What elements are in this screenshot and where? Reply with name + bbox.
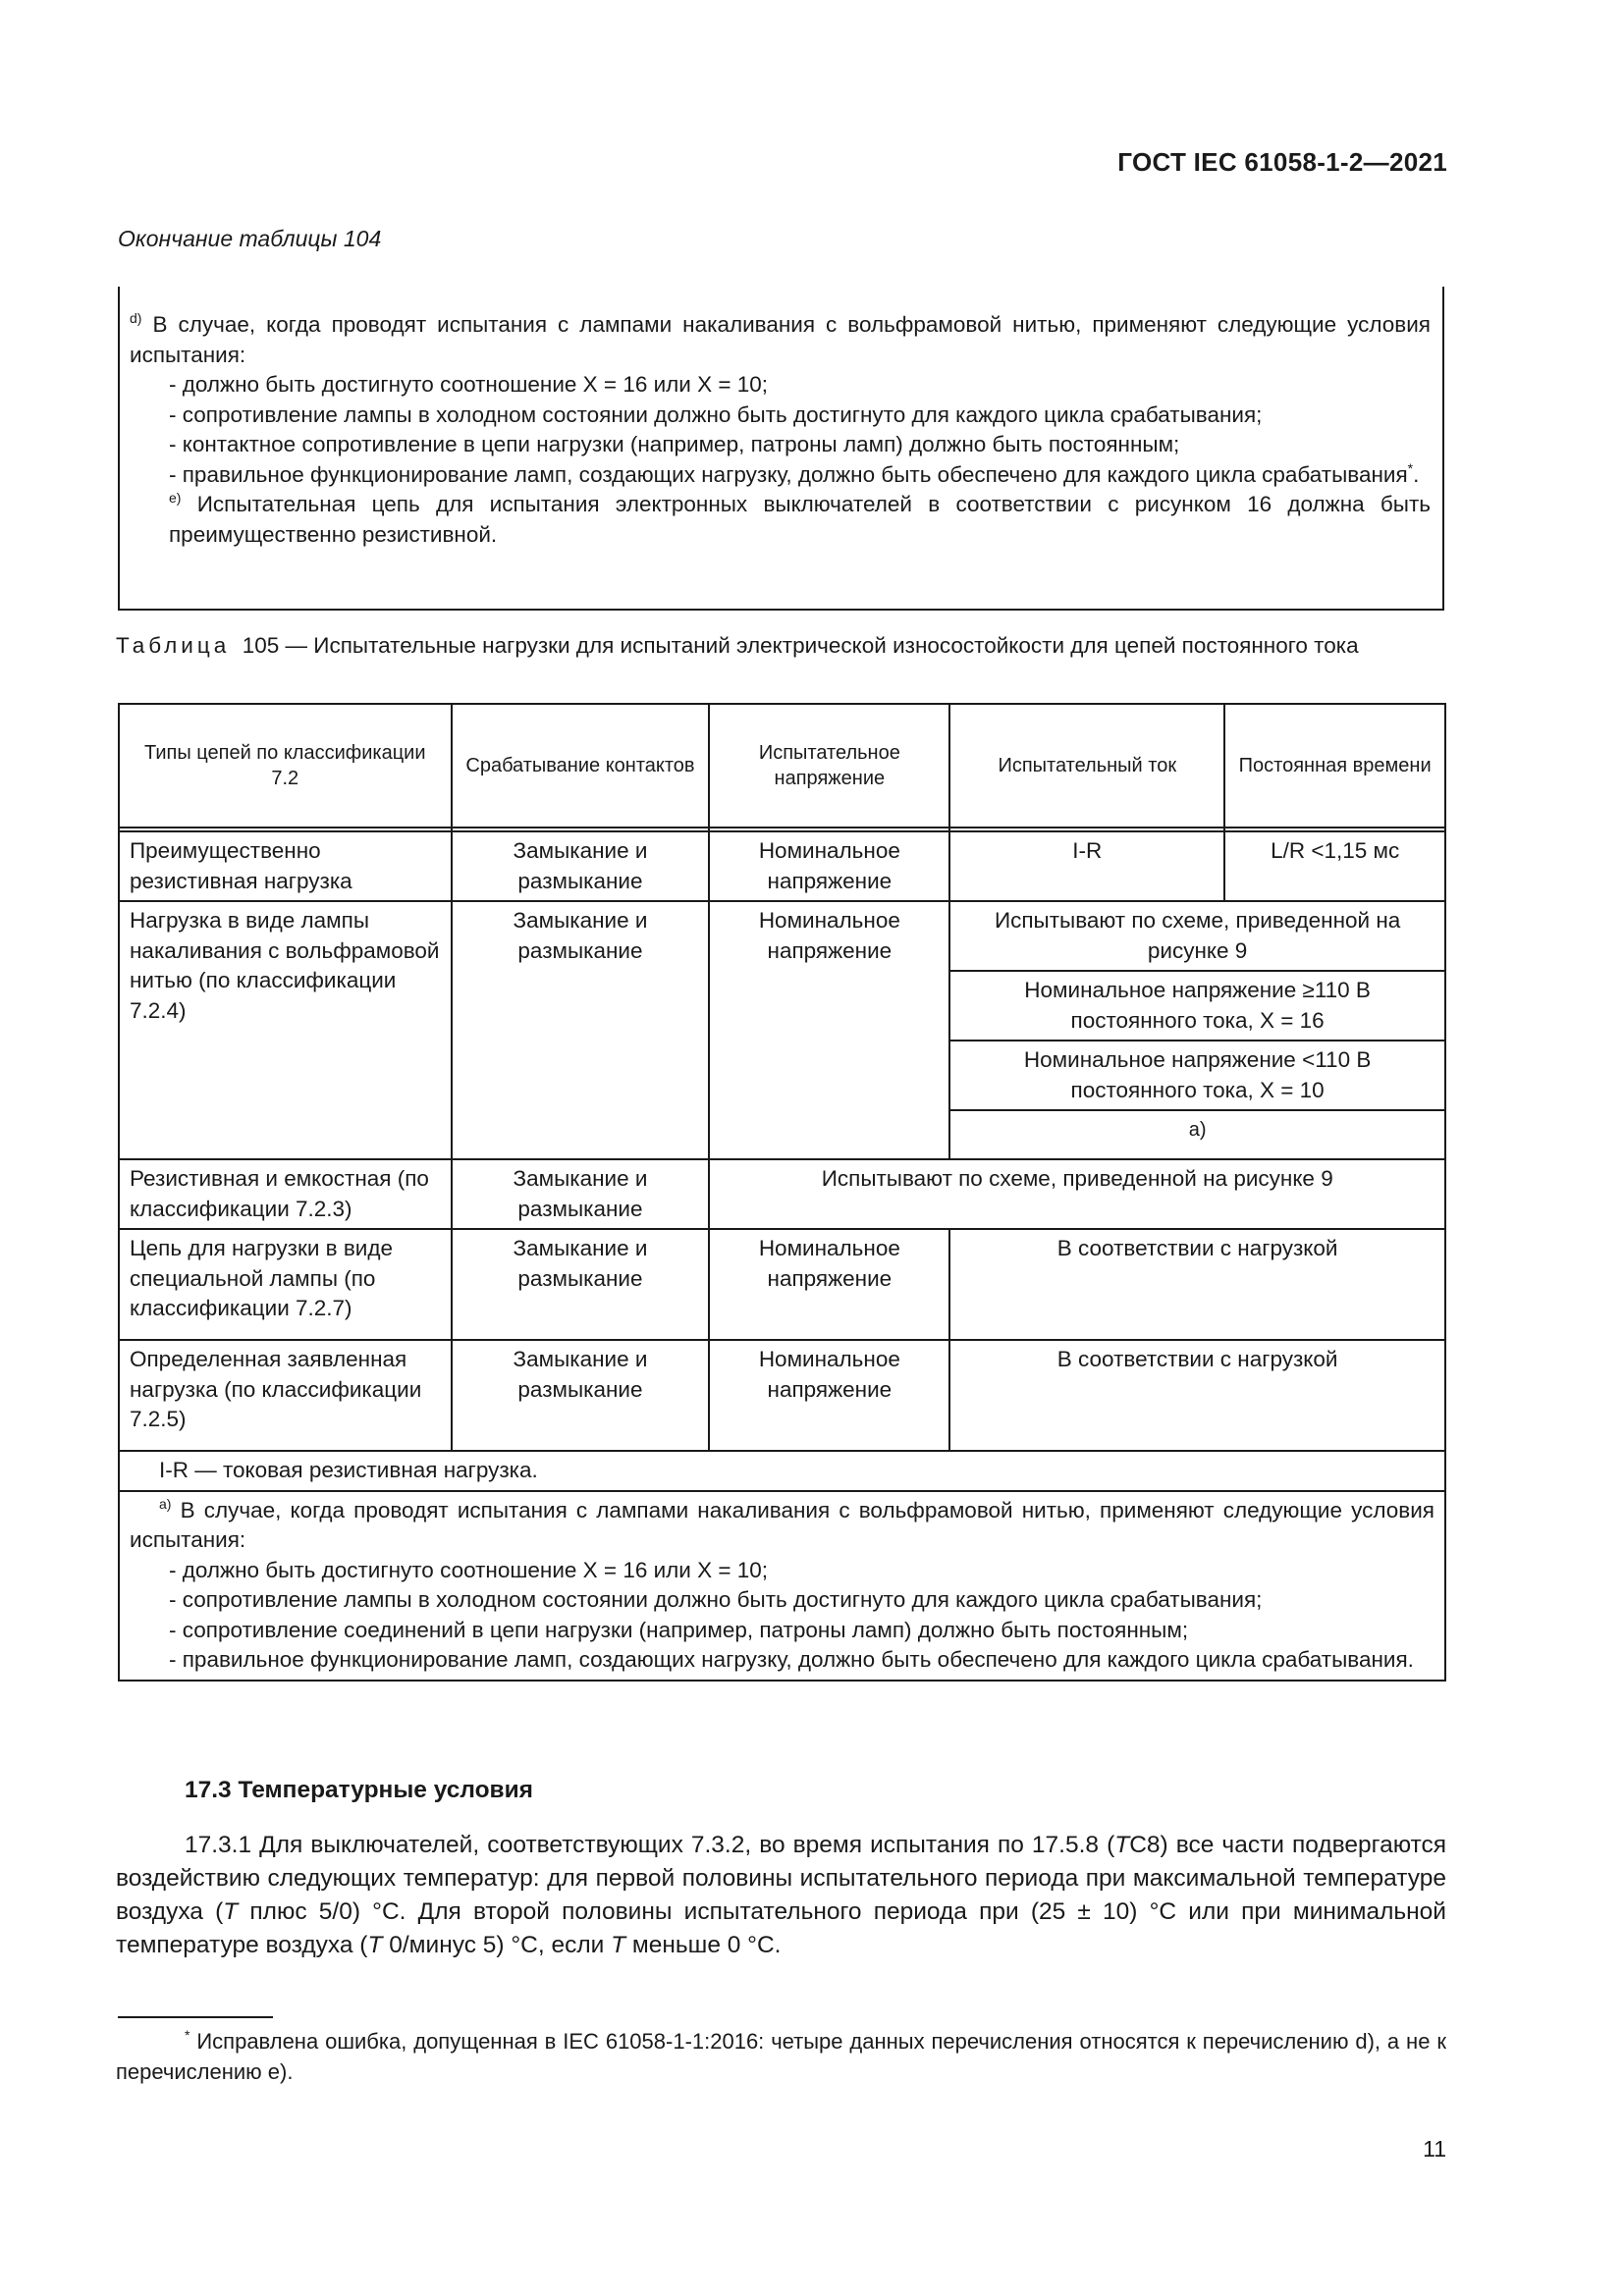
table-row: [119, 901, 1445, 971]
symbol-T: T: [1114, 1832, 1130, 1858]
table-legend-row: [119, 1451, 1445, 1491]
footnote-body: Исправлена ошибка, допущенная в IEC 61058-1-1:2016: четыре данных перечисления относятся к перечислению d), а не к перечислению e).: [116, 2029, 1446, 2084]
cell-merged-scheme: Испытывают по схеме, приведенной на рисунке 9: [709, 1159, 1445, 1229]
document-code: ГОСТ IEC 61058-1-2—2021: [1117, 147, 1447, 177]
header-cell: Типы цепей по классификации 7.2: [119, 704, 452, 828]
header-cell: Испытательный ток: [949, 704, 1224, 828]
text-run: 0/минус 5) °С, если: [382, 1932, 612, 1958]
table-note-a: [119, 1491, 1445, 1681]
text-run: плюс 5/0) °С. Для второй половины испытательного периода при (25 ± 10) °С или при минимальной температуре воздуха (: [116, 1898, 1446, 1958]
cell-voltage: Номинальное напряжение: [709, 831, 949, 901]
footnote-divider: [118, 2016, 273, 2018]
symbol-T: T: [611, 1932, 626, 1958]
note-a-item: - должно быть достигнуто соотношение X = 16 или X = 10;: [169, 1557, 769, 1582]
footnote-text: [116, 2026, 1446, 2087]
header-cell: Срабатывание контактов: [452, 704, 710, 828]
symbol-T: T: [223, 1898, 239, 1925]
cell-current: В соответствии с нагрузкой: [949, 1340, 1445, 1451]
note-d-end: .: [1413, 461, 1420, 487]
note-d-item: - сопротивление лампы в холодном состоянии должно быть достигнуто для каждого цикла срабатывания;: [169, 401, 1263, 427]
note-d-item: - должно быть достигнуто соотношение X = 16 или X = 10;: [169, 372, 769, 397]
text-run: C8) все части подвергаются воздействию следующих температур: для первой половины испытательного периода при максимальной температуре воздуха (: [116, 1832, 1446, 1925]
note-d-text: В случае, когда проводят испытания с лампами накаливания с вольфрамовой нитью, применяют следующие условия испытания:: [130, 312, 1431, 367]
table-row: [119, 1229, 1445, 1340]
note-a-item: - сопротивление соединений в цепи нагрузки (например, патроны ламп) должно быть постоянным;: [169, 1617, 1189, 1642]
table-row: [119, 831, 1445, 901]
cell-operation: Замыкание и размыкание: [452, 1229, 710, 1340]
cell-voltage: Номинальное напряжение: [709, 1340, 949, 1451]
cell-type: Резистивная и емкостная (по классификации 7.2.3): [119, 1159, 452, 1229]
note-d-mark: d): [130, 310, 142, 326]
cell-lamp-low-voltage: Номинальное напряжение <110 В постоянного тока, X = 10: [949, 1041, 1445, 1110]
cell-type: Определенная заявленная нагрузка (по классификации 7.2.5): [119, 1340, 452, 1451]
cell-voltage: Номинальное напряжение: [709, 901, 949, 1159]
cell-operation: Замыкание и размыкание: [452, 1340, 710, 1451]
note-a-item: - правильное функционирование ламп, создающих нагрузку, должно быть обеспечено для каждого цикла срабатывания.: [169, 1647, 1414, 1672]
footnote-star: *: [185, 2027, 190, 2043]
cell-operation: Замыкание и размыкание: [452, 1159, 710, 1229]
table-header-row: [119, 704, 1445, 828]
cell-lamp-scheme: Испытывают по схеме, приведенной на рисунке 9: [949, 901, 1445, 971]
header-cell: Испытательное напряжение: [709, 704, 949, 828]
table-title-text: 105 — Испытательные нагрузки для испытаний электрической износостойкости для цепей постоянного тока: [242, 633, 1359, 658]
note-e-mark: e): [169, 490, 182, 506]
section-title: 17.3 Температурные условия: [185, 1777, 533, 1803]
note-d-item: - контактное сопротивление в цепи нагрузки (например, патроны ламп) должно быть постоянным;: [169, 432, 1180, 456]
table-row: [119, 1159, 1445, 1229]
table105-title: [116, 630, 1446, 661]
cell-type: Преимущественно резистивная нагрузка: [119, 831, 452, 901]
note-a-text: В случае, когда проводят испытания с лампами накаливания с вольфрамовой нитью, применяют следующие условия испытания:: [130, 1497, 1435, 1552]
cell-operation: Замыкание и размыкание: [452, 901, 710, 1159]
note-d-item: [130, 460, 1431, 491]
note-e-text: Испытательная цепь для испытания электронных выключателей в соответствии с рисунком 16 должна быть преимущественно резистивной.: [169, 492, 1431, 547]
cell-type: Цепь для нагрузки в виде специальной лампы (по классификации 7.2.7): [119, 1229, 452, 1340]
cell-lamp-high-voltage: Номинальное напряжение ≥110 В постоянного тока, X = 16: [949, 971, 1445, 1041]
text-run: меньше 0 °С.: [625, 1932, 782, 1958]
note-d: [130, 310, 1431, 370]
symbol-T: T: [367, 1932, 383, 1958]
note-d-item-text: - правильное функционирование ламп, создающих нагрузку, должно быть обеспечено для каждого цикла срабатывания: [169, 461, 1408, 487]
table-row: [119, 1340, 1445, 1451]
table-note-row: [119, 1491, 1445, 1681]
cell-operation: Замыкание и размыкание: [452, 831, 710, 901]
paragraph-17-3-1: [116, 1829, 1446, 1962]
page-number: 11: [1423, 2136, 1446, 2162]
note-a-item: - сопротивление лампы в холодном состоянии должно быть достигнуто для каждого цикла срабатывания;: [169, 1587, 1263, 1612]
footnote: [116, 2026, 1446, 2087]
continuation-caption: Окончание таблицы 104: [118, 226, 382, 251]
note-a-mark: a): [159, 1495, 172, 1512]
cell-type: Нагрузка в виде лампы накаливания с вольфрамовой нитью (по классификации 7.2.4): [119, 901, 452, 1159]
table-word: Таблица: [116, 633, 231, 658]
table-105: [118, 703, 1446, 1682]
cell-current: В соответствии с нагрузкой: [949, 1229, 1445, 1340]
cell-note-ref: a): [949, 1110, 1445, 1159]
note-e: [130, 490, 1431, 550]
header-cell: Постоянная времени: [1224, 704, 1445, 828]
section-body: [116, 1829, 1446, 1962]
cell-time-constant: L/R <1,15 мс: [1224, 831, 1445, 901]
table104-notes: [118, 287, 1444, 611]
cell-voltage: Номинальное напряжение: [709, 1229, 949, 1340]
cell-current: I-R: [949, 831, 1224, 901]
table-legend: I-R — токовая резистивная нагрузка.: [119, 1451, 1445, 1491]
text-run: 17.3.1 Для выключателей, соответствующих 7.3.2, во время испытания по 17.5.8 (: [185, 1832, 1115, 1858]
footnote-ref-star: *: [1407, 459, 1414, 476]
note-a: [130, 1496, 1435, 1556]
